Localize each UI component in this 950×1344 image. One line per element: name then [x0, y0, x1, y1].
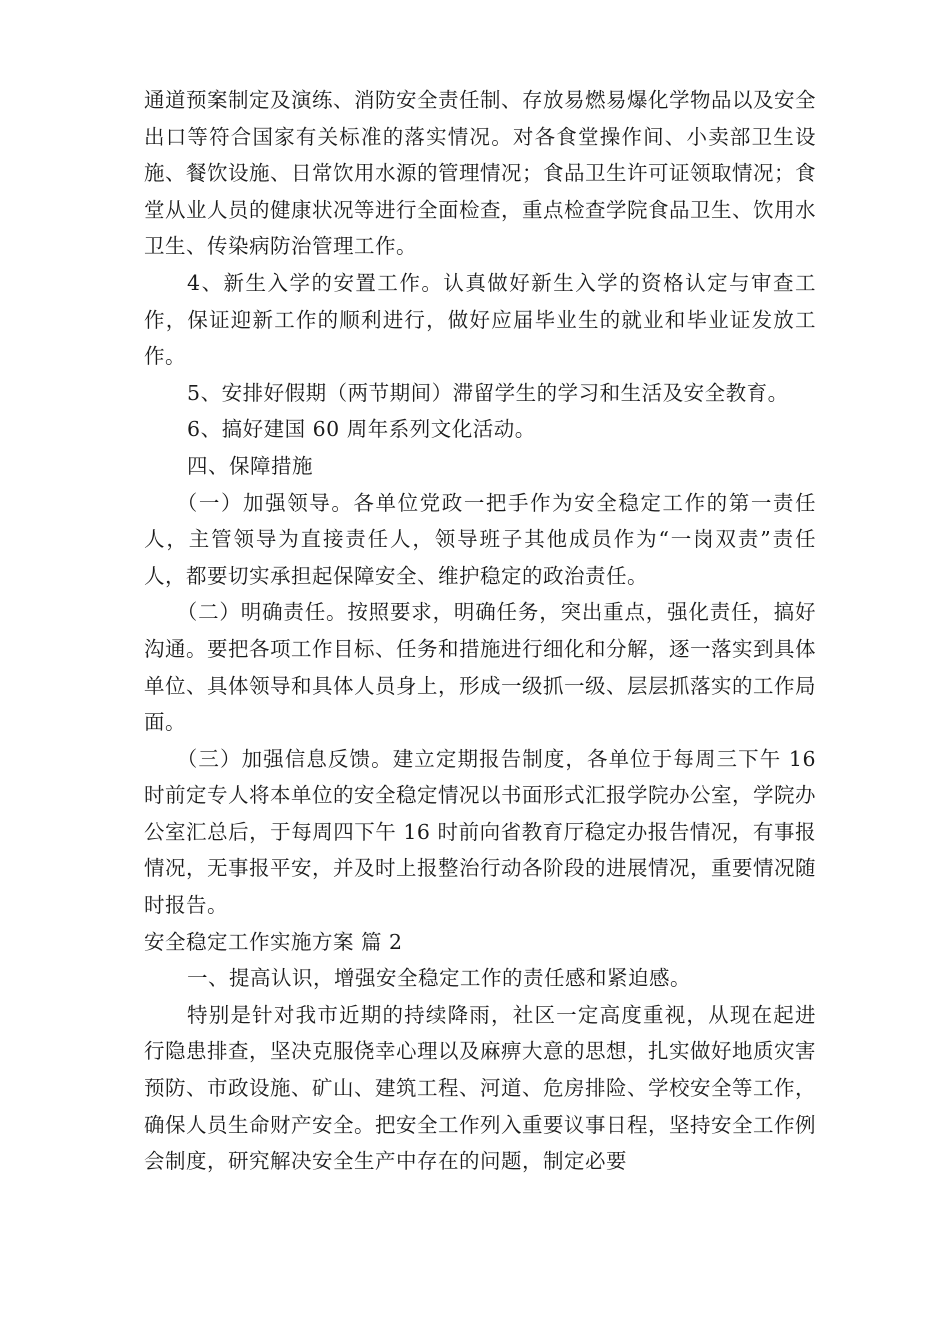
article-title-part-2: 安全稳定工作实施方案 篇 2 — [144, 929, 403, 954]
section-heading-safeguards: 四、保障措施 — [187, 453, 314, 478]
document-body — [144, 82, 816, 1180]
paragraph-item-5: 5、安排好假期（两节期间）滞留学生的学习和生活及安全教育。 — [187, 380, 789, 405]
paragraph-item-6: 6、搞好建国 60 周年系列文化活动。 — [187, 417, 536, 442]
paragraph-safeguard-3: （三）加强信息反馈。建立定期报告制度，各单位于每周三下午 16 时前定专人将本单位的安全稳定情况以书面形式汇报学院办公室，学院办公室汇总后，于每周四下午 16 时前向省教育厅稳定办报告情况，有事报情况，无事报平安，并及时上报整治行动各阶段的进展情况，重要情况随时报告。 — [144, 746, 816, 918]
paragraph-inspection-continued: 通道预案制定及演练、消防安全责任制、存放易燃易爆化学物品以及安全出口等符合国家有关标准的落实情况。对各食堂操作间、小卖部卫生设施、餐饮设施、日常饮用水源的管理情况；食品卫生许可证领取情况；食堂从业人员的健康状况等进行全面检查，重点检查学院食品卫生、饮用水卫生、传染病防治管理工作。 — [144, 88, 816, 259]
paragraph-safeguard-1: （一）加强领导。各单位党政一把手作为安全稳定工作的第一责任人，主管领导为直接责任人，领导班子其他成员作为“一岗双责”责任人，都要切实承担起保障安全、维护稳定的政治责任。 — [144, 490, 816, 588]
paragraph-item-4: 4、新生入学的安置工作。认真做好新生入学的资格认定与审查工作，保证迎新工作的顺利进行，做好应届毕业生的就业和毕业证发放工作。 — [144, 270, 816, 369]
paragraph-safeguard-2: （二）明确责任。按照要求，明确任务，突出重点，强化责任，搞好沟通。要把各项工作目标、任务和措施进行细化和分解，逐一落实到具体单位、具体领导和具体人员身上，形成一级抓一级、层层抓落实的工作局面。 — [144, 600, 816, 735]
section-heading-awareness: 一、提高认识，增强安全稳定工作的责任感和紧迫感。 — [187, 966, 692, 991]
paragraph-rain-hazard: 特别是针对我市近期的持续降雨，社区一定高度重视，从现在起进行隐患排查，坚决克服侥幸心理以及麻痹大意的思想，扎实做好地质灾害预防、市政设施、矿山、建筑工程、河道、危房排险、学校安全等工作，确保人员生命财产安全。把安全工作列入重要议事日程，坚持安全工作例会制度，研究解决安全生产中存在的问题，制定必要 — [144, 1002, 816, 1174]
